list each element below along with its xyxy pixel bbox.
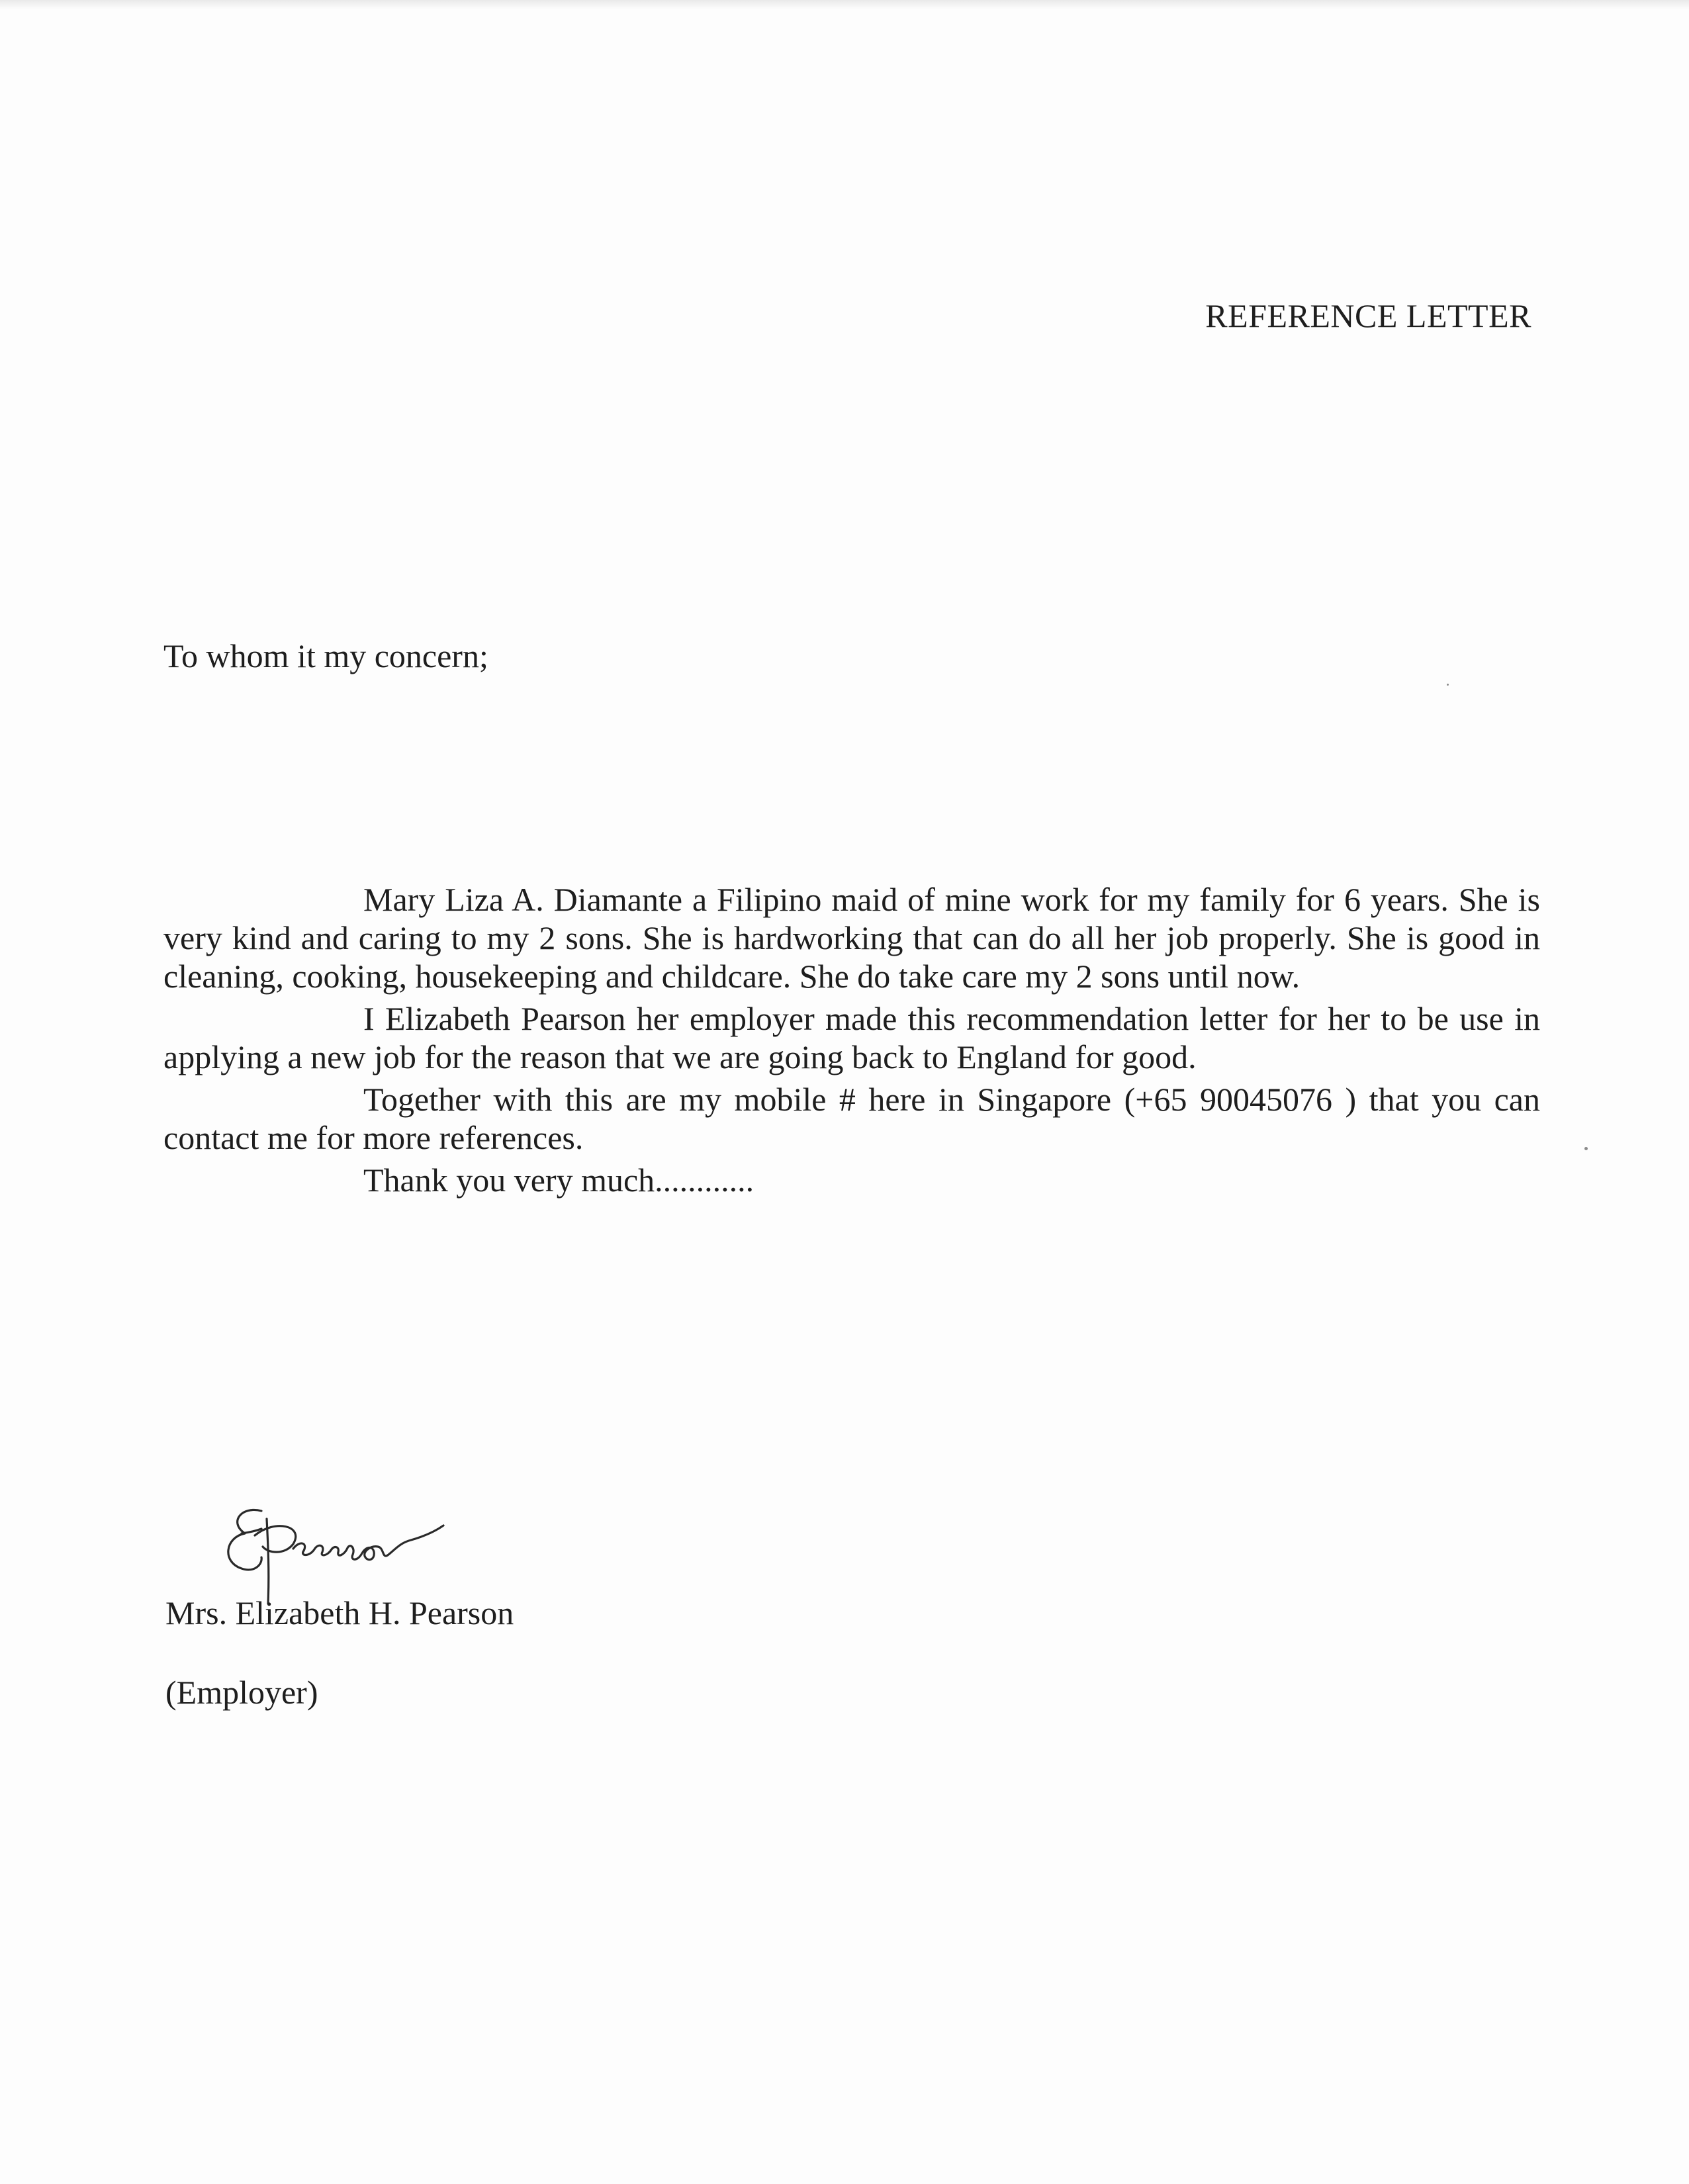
scan-edge: [0, 0, 1689, 9]
handwritten-signature: [215, 1499, 480, 1605]
scan-speck: [1447, 684, 1449, 686]
scan-speck: [1584, 1147, 1588, 1150]
paragraph-closing: Thank you very much............: [363, 1161, 754, 1199]
document-title: REFERENCE LETTER: [1205, 297, 1531, 334]
signer-role: (Employer): [165, 1674, 318, 1711]
paragraph-contact: Together with this are my mobile # here in Singapore (+65 90045076 ) that you can contact me for more references.: [163, 1081, 1540, 1156]
letter-body: [163, 880, 1540, 1203]
paragraph-recommendation: I Elizabeth Pearson her employer made this recommendation letter for her to be use in applying a new job for the reason that we are going back to England for good.: [163, 1000, 1540, 1075]
salutation: To whom it my concern;: [163, 637, 488, 674]
paragraph-introduction: Mary Liza A. Diamante a Filipino maid of mine work for my family for 6 years. She is very kind and caring to my 2 sons. She is hardworking that can do all her job properly. She is good in cleaning, cooking, housekeeping and childcare. She do take care my 2 sons until now.: [163, 881, 1540, 995]
signer-name: Mrs. Elizabeth H. Pearson: [165, 1594, 514, 1631]
